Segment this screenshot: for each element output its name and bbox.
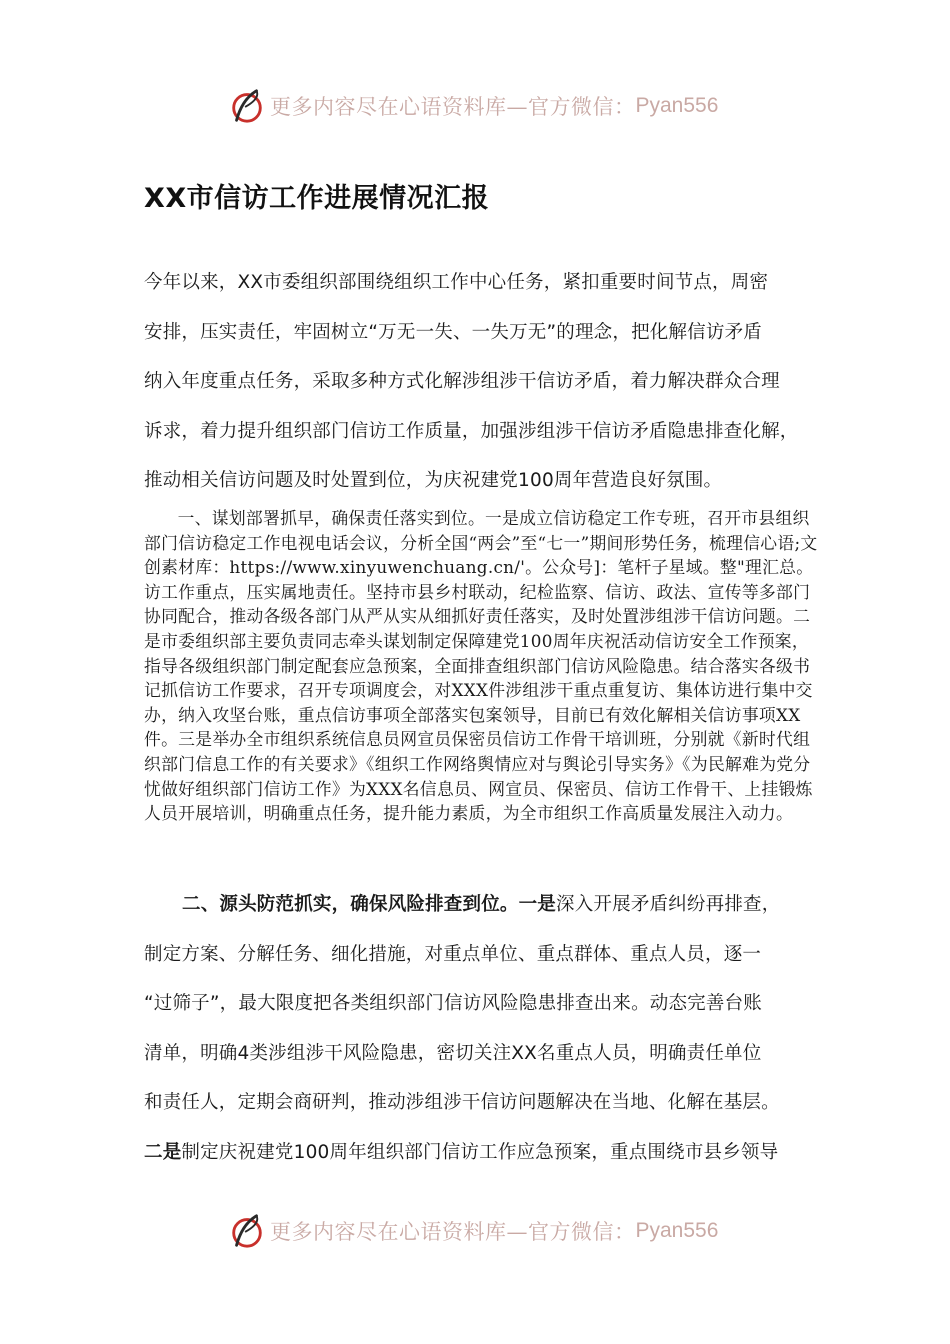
header-banner [228,86,718,126]
text-line: 安排，压实责任，牢固树立“万无一失、一失万无”的理念，把化解信访矛盾 [144,321,762,343]
lead-marker: 一是 [518,894,557,915]
banner-wechat-id: Pyan556 [635,94,719,117]
text-line: 清单，明确4类涉组涉干风险隐患，密切关注XX名重点人员，明确责任单位 [144,1042,762,1064]
quill-logo-icon [228,87,266,125]
text-line: 和责任人，定期会商研判，推动涉组涉干信访问题解决在当地、化解在基层。 [144,1092,780,1114]
document-title: XX市信访工作进展情况汇报 [144,183,490,214]
text-line: 推动相关信访问题及时处置到位，为庆祝建党100周年营造良好氛围。 [144,470,723,492]
text-line: 诉求，着力提升组织部门信访工作质量，加强涉组涉干信访矛盾隐患排查化解， [144,420,799,442]
section-one-paragraph: 一、谋划部署抓早，确保责任落实到位。一是成立信访稳定工作专班，召开市县组织部门信访稳定工作电视电话会议，分析全国“两会”至“七一”期间形势任务，梳理信心语;文创素材库：https://www.xinyuwenchuang.cn/'。公众号]：笔杆子星域。整"理汇总。访工作重点，压实属地责任。坚持市县乡村联动，纪检监察、信访、政法、宣传等多部门协同配合，推动各级各部门从严从实从细抓好责任落实，及时处置涉组涉干信访问题。二是市委组织部主要负责同志牵头谋划制定保障建党100周年庆祝活动信访安全工作预案，指导各级组织部门制定配套应急预案，全面排查组织部门信访风险隐患。结合落实各级书记抓信访工作要求，召开专项调度会，对XXX件涉组涉干重点重复访、集体访进行集中交办，纳入攻坚台账，重点信访事项全部落实包案领导，目前已有效化解相关信访事项XX件。三是举办全市组织系统信息员网宣员保密员信访工作骨干培训班，分别就《新时代组织部门信息工作的有关要求》《组织工作网络舆情应对与舆论引导实务》《为民解难为党分忧做好组织部门信访工作》为XXX名信息员、网宣员、保密员、信访工作骨干、上挂锻炼人员开展培训，明确重点任务，提升能力素质，为全市组织工作高质量发展注入动力。 [144,508,818,824]
lead-marker: 二是 [144,1141,182,1163]
quill-logo-icon [228,1212,266,1250]
footer-banner [228,1211,718,1251]
banner-wechat-id: Pyan556 [635,1219,719,1242]
banner-text: 更多内容尽在心语资料库—官方微信： [270,1220,636,1244]
line-text: 深入开展矛盾纠纷再排查， [556,894,781,915]
intro-paragraph [144,258,824,506]
text-line: “过筛子”，最大限度把各类组织部门信访风险隐患排查出来。动态完善台账 [144,993,762,1015]
text-line: 制定方案、分解任务、细化措施，对重点单位、重点群体、重点人员，逐一 [144,943,762,965]
banner-text: 更多内容尽在心语资料库—官方微信： [270,95,636,119]
text-line: 今年以来，XX市委组织部围绕组织工作中心任务，紧扣重要时间节点，周密 [144,272,769,293]
text-line: 纳入年度重点任务，采取多种方式化解涉组涉干信访矛盾，着力解决群众合理 [144,371,780,393]
section-two-heading: 二、源头防范抓实，确保风险排查到位。 [182,894,519,915]
text-line [144,1128,824,1178]
section-two-paragraph [144,880,824,1178]
text-line [144,880,824,930]
line-text: 制定庆祝建党100周年组织部门信访工作应急预案，重点围绕市县乡领导 [181,1141,779,1163]
